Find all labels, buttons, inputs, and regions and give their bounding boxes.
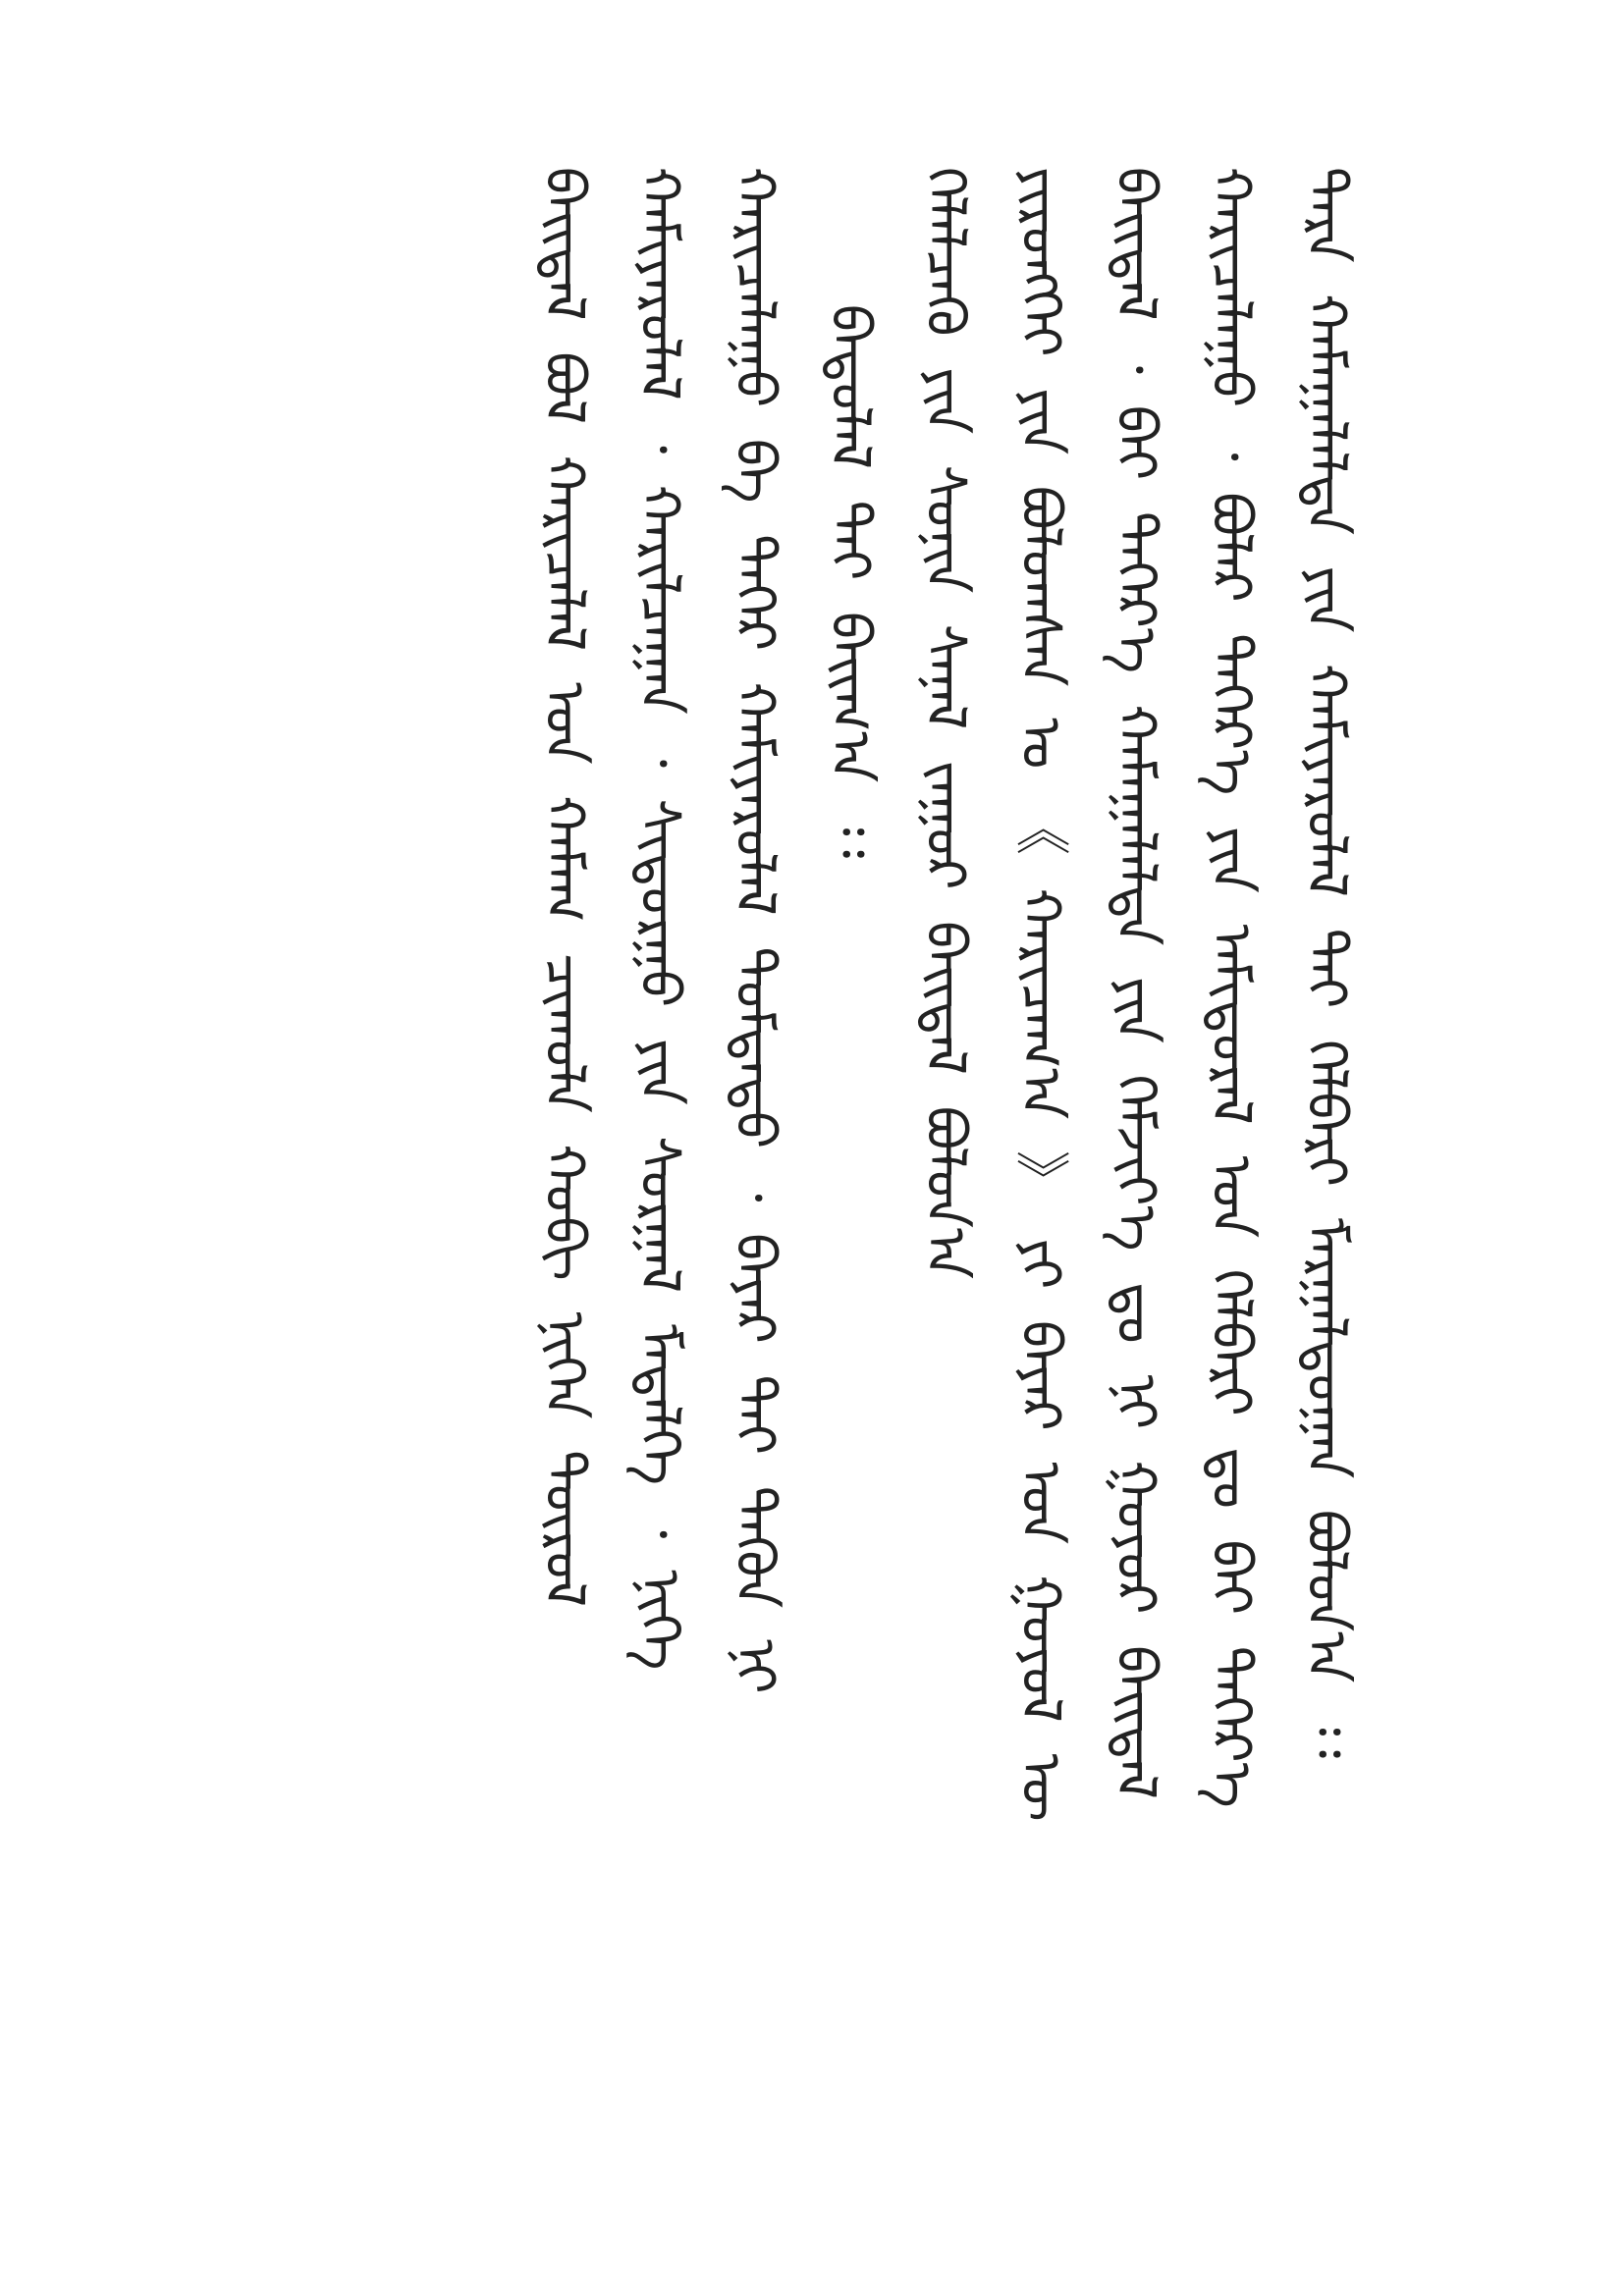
text-column-7: ᠬᠠᠷᠢᠴᠠᠯᠠᠭᠤ ᠪᠠ ᠲᠡᠭᠡᠷ ᠬᠠᠮᠢᠶᠠᠷᠤᠯᠠᠯ ᠳᠤᠮᠳᠠᠳᠤ ᠂ ᠪᠠᠶᠠᠷ ᠲᠠᠢ ᠲᠡᠭᠦᠨ ᠨᠢ bbox=[723, 167, 786, 1694]
vertical-text-block bbox=[525, 167, 1364, 2130]
text-column-5: ᠬᠡᠯᠡᠯᠴᠡᠬᠦ ᠶᠢᠨ ᠰᠣᠨᠢᠨ ᠰᠠᠨᠠᠯ ᠵᠠᠭᠤᠷ ᠪᠠᠢᠳᠠᠯ ᠪᠣᠯᠤᠨ᠎ᠠ bbox=[913, 167, 977, 1279]
text-column-2: ᠬᠠᠷᠢᠴᠠᠯᠠᠭᠤ ᠂ ᠪᠣᠯᠠᠷ ᠳᠡᠭᠡᠷ᠎ᠡ ᠶᠢᠨ ᠠᠮᠢᠳᠤᠷᠠᠯ ᠤᠨ ᠬᠡᠯᠪᠡᠷᠢ ᠳᠤ ᠪᠠᠢ ᠳᠡᠭᠡᠷ᠎ᠡ bbox=[1199, 167, 1263, 1808]
text-column-3: ᠪᠠᠢᠳᠠᠯ ᠂ ᠪᠠᠢ ᠳᠡᠭᠡᠷ᠎ᠡ ᠬᠠᠮᠠᠭᠠᠯᠠᠯᠳᠠ ᠶᠢᠨ ᠬᠡᠮᠵᠢᠶ᠎ᠡ ᠳᠤ ᠨᠢ ᠭᠤᠶᠤᠷ ᠪᠠᠢᠳᠠᠯ bbox=[1104, 167, 1167, 1799]
text-column-1: ᠲᠡᠷᠡ ᠬᠠᠮᠠᠭᠠᠯᠠᠯᠳᠠ ᠶᠢᠨ ᠬᠠᠮᠢᠶᠠᠷᠤᠯᠠᠯ ᠲᠠᠢ ᠬᠡᠯᠪᠡᠷᠢ ᠮᠠᠷᠭᠠᠯᠳᠤᠭᠠᠨ ᠪᠤᠯᠤᠨ᠎ᠠ ᠄᠄ bbox=[1294, 167, 1358, 1759]
text-column-8: ᠬᠠᠮᠢᠶᠠᠷᠤᠯᠠᠯ ᠂ ᠬᠠᠷᠢᠯᠴᠠᠭᠠᠨ ᠂ ᠰᠢᠳᠤᠷᠭᠤ ᠶᠢᠨ ᠰᠤᠷᠭᠠᠯ ᠮᠡᠳᠡᠯᠭᠡ ᠂ ᠨᠢᠭᠡ bbox=[627, 167, 691, 1671]
text-column-9: ᠪᠠᠢᠳᠠᠯ ᠪᠣᠯ ᠬᠠᠷᠢᠴᠠᠯᠠᠯ ᠤᠨ ᠬᠠᠮᠠᠭ ᠴᠢᠬᠤᠯᠠ ᠬᠤᠪᠢ ᠨᠢᠭᠡᠨ ᠲᠦᠷᠦᠯ bbox=[532, 167, 596, 1608]
text-column-4: ᠶᠢᠷᠦᠩᠬᠡᠢ ᠶᠢᠨ ᠪᠣᠯᠣᠭᠰᠠᠨ ᠤ 《 ᠬᠠᠷᠢᠴᠠᠭ᠎ᠠ 》 ᠶᠢ ᠪᠠᠶᠠᠷ ᠤᠨ ᠭᠣᠶᠣᠯ ᠦ bbox=[1008, 167, 1072, 1822]
text-column-6: ᠪᠠᠳᠤᠯᠠᠯ ᠲᠠᠢ ᠪᠠᠢᠭ᠎ᠠ ᠄᠄ bbox=[818, 304, 882, 859]
